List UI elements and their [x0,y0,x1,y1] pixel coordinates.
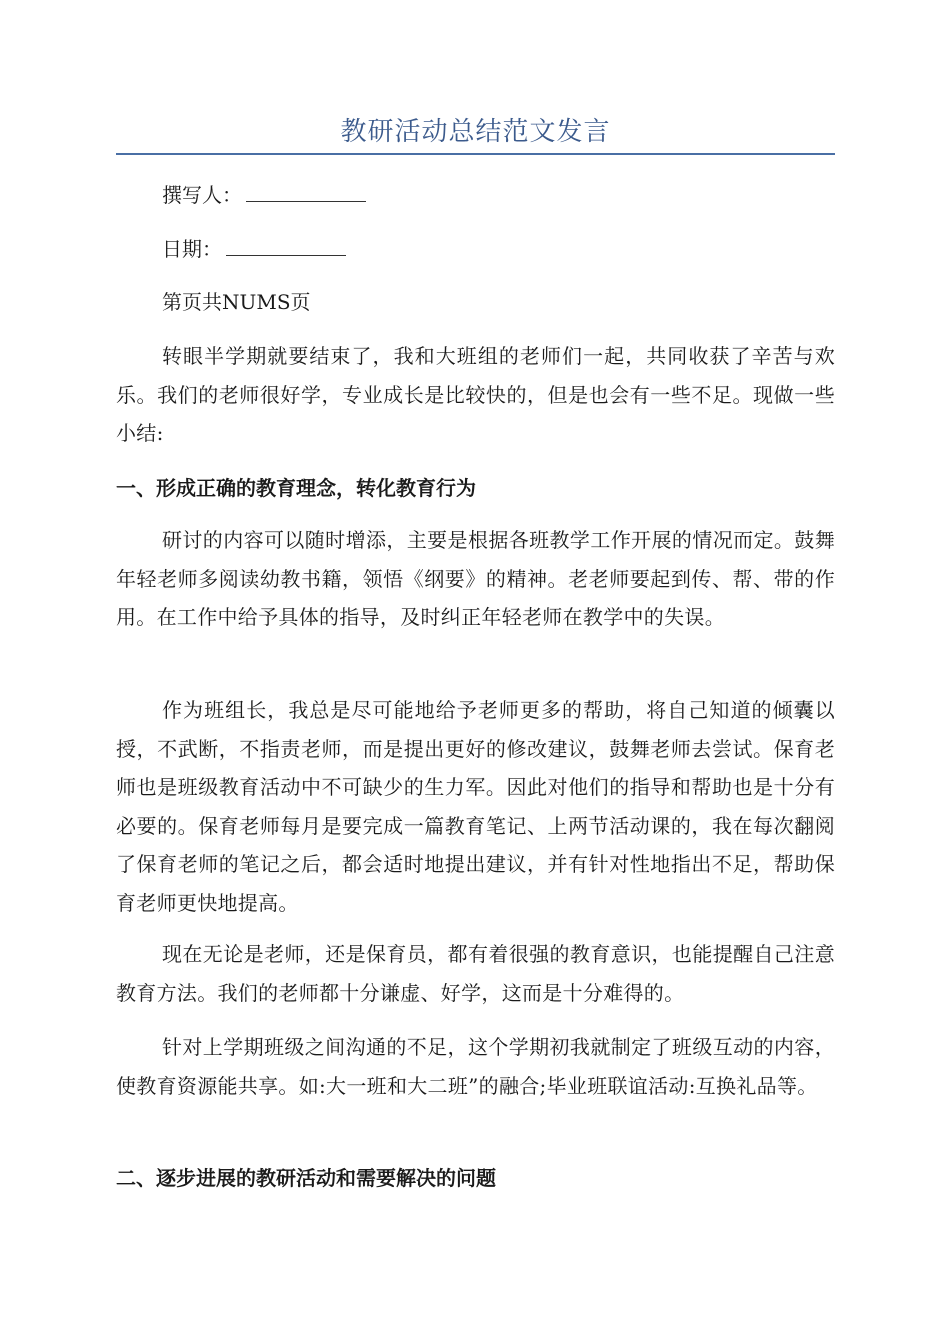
date-line [162,235,346,263]
date-label: 日期： [162,237,222,261]
author-blank [246,183,366,202]
section1-paragraph-1: 研讨的内容可以随时增添，主要是根据各班教学工作开展的情况而定。鼓舞年轻老师多阅读幼教书籍，领悟《纲要》的精神。老老师要起到传、帮、带的作用。在工作中给予具体的指导，及时纠正年轻老师在教学中的失误。 [116,528,835,629]
author-label: 撰写人： [162,183,242,207]
intro-paragraph: 转眼半学期就要结束了，我和大班组的老师们一起，共同收获了辛苦与欢乐。我们的老师很好学，专业成长是比较快的，但是也会有一些不足。现做一些小结: [116,344,835,445]
page-info: 第页共NUMS页 [162,290,311,314]
section1-paragraph-2: 作为班组长，我总是尽可能地给予老师更多的帮助，将自己知道的倾囊以授，不武断，不指责老师，而是提出更好的修改建议，鼓舞老师去尝试。保育老师也是班级教育活动中不可缺少的生力军。因此对他们的指导和帮助也是十分有必要的。保育老师每月是要完成一篇教育笔记、上两节活动课的，我在每次翻阅了保育老师的笔记之后，都会适时地提出建议，并有针对性地指出不足，帮助保育老师更快地提高。 [116,698,835,915]
section1-paragraph-3: 现在无论是老师，还是保育员，都有着很强的教育意识，也能提醒自己注意教育方法。我们的老师都十分谦虚、好学，这而是十分难得的。 [116,942,835,1005]
title-divider [116,153,835,155]
document-title: 教研活动总结范文发言 [340,117,611,147]
section-heading-1: 一、形成正确的教育理念，转化教育行为 [116,476,476,500]
section1-paragraph-4: 针对上学期班级之间沟通的不足，这个学期初我就制定了班级互动的内容，使教育资源能共享。如:大一班和大二班”的融合;毕业班联谊活动:互换礼品等。 [116,1035,835,1098]
author-line [162,181,366,209]
date-blank [226,237,346,256]
section-heading-2: 二、逐步进展的教研活动和需要解决的问题 [116,1166,496,1190]
